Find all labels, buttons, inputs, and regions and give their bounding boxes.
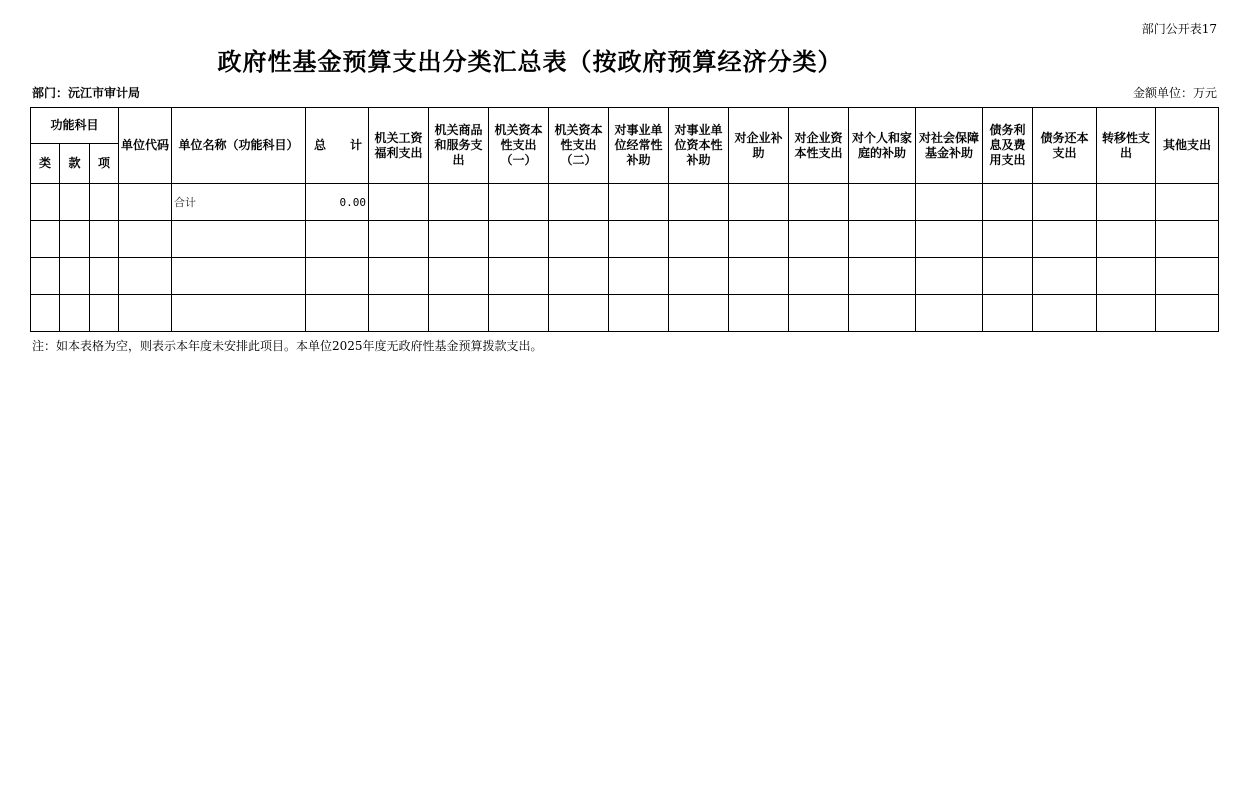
total-cell bbox=[306, 295, 369, 332]
col-header-goods-services: 机关商品和服务支出 bbox=[429, 108, 489, 184]
table-cell bbox=[369, 221, 429, 258]
table-cell bbox=[609, 258, 669, 295]
table-cell bbox=[1033, 258, 1097, 295]
table-cell bbox=[729, 184, 789, 221]
col-header-inst-capital: 对事业单位资本性补助 bbox=[669, 108, 729, 184]
table-row bbox=[31, 221, 1219, 258]
table-cell bbox=[429, 295, 489, 332]
table-cell bbox=[369, 258, 429, 295]
col-header-other: 其他支出 bbox=[1156, 108, 1219, 184]
table-cell bbox=[1097, 295, 1156, 332]
table-cell bbox=[31, 295, 60, 332]
table-cell bbox=[789, 295, 849, 332]
table-cell bbox=[549, 221, 609, 258]
function-subject-header: 功能科目 bbox=[31, 108, 119, 144]
table-row bbox=[31, 184, 1219, 221]
table-cell bbox=[1033, 295, 1097, 332]
table-cell bbox=[549, 295, 609, 332]
sub-header-category: 类 bbox=[31, 144, 60, 184]
table-cell bbox=[609, 184, 669, 221]
page-title: 政府性基金预算支出分类汇总表（按政府预算经济分类） bbox=[217, 47, 843, 76]
footnote: 注：如本表格为空，则表示本年度未安排此项目。本单位2025年度无政府性基金预算拨款支出。 bbox=[32, 339, 543, 353]
col-header-capital-1: 机关资本性支出（一） bbox=[489, 108, 549, 184]
expenditure-table bbox=[30, 107, 1219, 332]
table-cell bbox=[1097, 221, 1156, 258]
table-cell bbox=[849, 184, 916, 221]
total-cell bbox=[306, 221, 369, 258]
table-cell bbox=[669, 221, 729, 258]
sub-header-section: 款 bbox=[60, 144, 90, 184]
col-header-inst-regular: 对事业单位经常性补助 bbox=[609, 108, 669, 184]
table-cell bbox=[916, 184, 983, 221]
table-cell bbox=[31, 184, 60, 221]
table-cell bbox=[849, 258, 916, 295]
table-cell bbox=[729, 221, 789, 258]
sub-header-item: 项 bbox=[90, 144, 119, 184]
table-cell bbox=[849, 295, 916, 332]
col-header-enterprise-capital: 对企业资本性支出 bbox=[789, 108, 849, 184]
table-cell bbox=[609, 221, 669, 258]
table-cell bbox=[1097, 184, 1156, 221]
form-tag: 部门公开表17 bbox=[1141, 22, 1217, 36]
unit-name-cell bbox=[172, 258, 306, 295]
table-cell bbox=[729, 295, 789, 332]
table-cell bbox=[119, 221, 172, 258]
table-cell bbox=[31, 221, 60, 258]
unit-name-cell: 合计 bbox=[172, 184, 306, 221]
col-header-enterprise-subsidy: 对企业补助 bbox=[729, 108, 789, 184]
table-cell bbox=[119, 295, 172, 332]
table-cell bbox=[983, 258, 1033, 295]
col-header-unit-code: 单位代码 bbox=[119, 108, 172, 184]
table-cell bbox=[1156, 184, 1219, 221]
table-cell bbox=[1033, 221, 1097, 258]
col-header-debt-principal: 债务还本支出 bbox=[1033, 108, 1097, 184]
table-cell bbox=[1156, 221, 1219, 258]
table-cell bbox=[1097, 258, 1156, 295]
table-cell bbox=[429, 184, 489, 221]
col-header-transfer: 转移性支出 bbox=[1097, 108, 1156, 184]
table-cell bbox=[90, 221, 119, 258]
table-cell bbox=[916, 221, 983, 258]
table-cell bbox=[916, 295, 983, 332]
table-cell bbox=[489, 184, 549, 221]
table-cell bbox=[60, 221, 90, 258]
table-row bbox=[31, 295, 1219, 332]
table-cell bbox=[489, 258, 549, 295]
total-cell: 0.00 bbox=[306, 184, 369, 221]
table-cell bbox=[119, 184, 172, 221]
table-cell bbox=[429, 258, 489, 295]
total-cell bbox=[306, 258, 369, 295]
col-header-capital-2: 机关资本性支出（二） bbox=[549, 108, 609, 184]
unit-name-cell bbox=[172, 221, 306, 258]
col-header-social-security: 对社会保障基金补助 bbox=[916, 108, 983, 184]
table-cell bbox=[31, 258, 60, 295]
table-cell bbox=[983, 221, 1033, 258]
table-cell bbox=[983, 184, 1033, 221]
unit-name-cell bbox=[172, 295, 306, 332]
table-cell bbox=[60, 184, 90, 221]
table-cell bbox=[729, 258, 789, 295]
table-cell bbox=[429, 221, 489, 258]
table-cell bbox=[549, 258, 609, 295]
table-cell bbox=[60, 258, 90, 295]
table-cell bbox=[669, 184, 729, 221]
col-header-total: 总 计 bbox=[306, 108, 369, 184]
table-cell bbox=[369, 184, 429, 221]
table-row bbox=[31, 258, 1219, 295]
col-header-debt-interest: 债务利息及费用支出 bbox=[983, 108, 1033, 184]
col-header-individual-subsidy: 对个人和家庭的补助 bbox=[849, 108, 916, 184]
table-cell bbox=[60, 295, 90, 332]
table-cell bbox=[849, 221, 916, 258]
table-cell bbox=[916, 258, 983, 295]
table-cell bbox=[489, 221, 549, 258]
table-cell bbox=[669, 258, 729, 295]
table-cell bbox=[90, 184, 119, 221]
table-cell bbox=[90, 295, 119, 332]
table-cell bbox=[1156, 258, 1219, 295]
table-cell bbox=[789, 221, 849, 258]
table-cell bbox=[90, 258, 119, 295]
unit-label: 金额单位：万元 bbox=[1132, 86, 1217, 100]
table-cell bbox=[119, 258, 172, 295]
table-cell bbox=[549, 184, 609, 221]
department-label: 部门：沅江市审计局 bbox=[32, 86, 141, 100]
table-cell bbox=[789, 184, 849, 221]
table-cell bbox=[369, 295, 429, 332]
col-header-unit-name: 单位名称（功能科目） bbox=[172, 108, 306, 184]
table-cell bbox=[1156, 295, 1219, 332]
table-cell bbox=[789, 258, 849, 295]
table-cell bbox=[669, 295, 729, 332]
table-cell bbox=[489, 295, 549, 332]
table-cell bbox=[609, 295, 669, 332]
col-header-wages: 机关工资福利支出 bbox=[369, 108, 429, 184]
table-cell bbox=[1033, 184, 1097, 221]
table-cell bbox=[983, 295, 1033, 332]
